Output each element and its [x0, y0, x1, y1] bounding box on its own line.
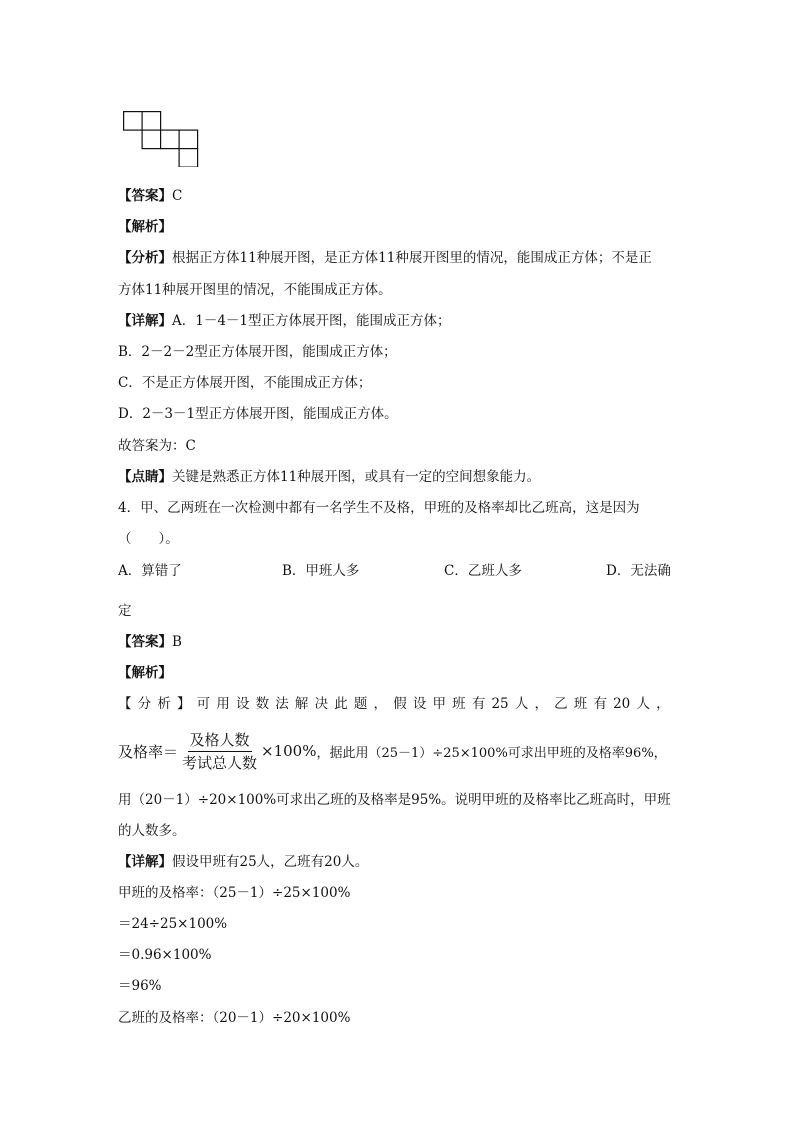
q3-line-c: C．不是正方体展开图，不能围成正方体； — [118, 375, 372, 391]
q4-answer-line — [118, 632, 182, 652]
q4-stem-line1: 4．甲、乙两班在一次检测中都有一名学生不及格，甲班的及格率却比乙班高，这是因为 — [118, 500, 640, 516]
formula-denominator: 考试总人数 — [182, 753, 258, 772]
fenxi-tag: 【分析】 — [118, 250, 172, 266]
xiangjie-tag: 【详解】 — [118, 854, 172, 870]
formula-rhs: ×100% — [261, 742, 317, 760]
dianjing-text: 关键是熟悉正方体11种展开图，或具有一定的空间想象能力。 — [172, 469, 541, 485]
answer-value: B — [172, 634, 182, 650]
q4-option-b: B．甲班人多 — [282, 563, 360, 579]
fenxi-token: 设 — [235, 696, 250, 712]
fenxi-token: 】 — [176, 696, 191, 712]
q3-fenxi-line1 — [118, 248, 652, 268]
q4-stem-line2: （ ）。 — [118, 531, 179, 547]
formula-lhs: 及格率＝ — [118, 742, 179, 761]
net-square-6 — [179, 149, 198, 167]
net-square-1 — [124, 112, 143, 131]
pass-rate-formula — [118, 728, 667, 774]
fenxi-token: 法 — [275, 696, 289, 712]
q3-conclusion: 故答案为：C — [118, 438, 196, 454]
q4-fenxi-line3: 用（20－1）÷20×100%可求出乙班的及格率是95%。说明甲班的及格率比乙班高时，甲班 — [118, 792, 671, 808]
fenxi-token: 班 — [573, 696, 588, 712]
fenxi-token: 人 — [636, 696, 650, 712]
formula-text: ，据此用（25－1）÷25×100%可求出甲班的及格率96%， — [316, 745, 667, 761]
fenxi-token: 析 — [157, 696, 171, 712]
fenxi-token: 分 — [137, 696, 152, 712]
q4-fenxi-line1 — [118, 694, 670, 714]
net-square-2 — [142, 112, 161, 131]
net-square-5 — [179, 130, 198, 149]
q3-dianjing-line — [118, 467, 540, 487]
fenxi-token: 数 — [255, 696, 270, 712]
q3-line-d: D．2－3－1型正方体展开图，能围成正方体。 — [118, 406, 398, 422]
q4-option-a: A．算错了 — [118, 563, 182, 579]
fenxi-token: 25 — [491, 696, 509, 712]
fenxi-token: ， — [373, 696, 388, 712]
q4-option-d-continued: 定 — [118, 603, 132, 619]
fenxi-token: 设 — [412, 696, 427, 712]
xiangjie-text: 假设甲班有25人，乙班有20人。 — [172, 854, 369, 870]
fenxi-token: 题 — [353, 696, 368, 712]
calc-line: ＝24÷25×100% — [118, 916, 228, 932]
q3-xiangjie-line — [118, 311, 451, 331]
calc-line: ＝96% — [118, 978, 162, 994]
fenxi-text: 根据正方体11种展开图，是正方体11种展开图里的情况，能围成正方体；不是正 — [172, 250, 652, 266]
fenxi-token: 可 — [196, 696, 211, 712]
q4-xiangjie-line — [118, 852, 368, 872]
answer-value: C — [172, 188, 183, 204]
fenxi-token: 人 — [514, 696, 529, 712]
fenxi-token: 有 — [593, 696, 607, 712]
calc-line: 乙班的及格率：（20－1）÷20×100% — [118, 1010, 351, 1026]
fenxi-token: 用 — [216, 696, 230, 712]
q4-option-c: C．乙班人多 — [444, 563, 522, 579]
formula-numerator: 及格人数 — [188, 730, 252, 752]
fenxi-token: 此 — [334, 696, 348, 712]
fenxi-token: 20 — [613, 696, 631, 712]
fenxi-token: 决 — [314, 696, 329, 712]
calc-line: ＝0.96×100% — [118, 947, 212, 963]
fenxi-token: 甲 — [432, 696, 446, 712]
dianjing-tag: 【点睛】 — [118, 469, 172, 485]
fenxi-token: 乙 — [554, 696, 568, 712]
net-square-4 — [161, 130, 180, 149]
fenxi-token: 【 — [118, 696, 132, 712]
q4-fenxi-line4: 的人数多。 — [118, 823, 186, 839]
fenxi-token: 有 — [471, 696, 486, 712]
xiangjie-tag: 【详解】 — [118, 313, 172, 329]
q3-analysis-tag: 【解析】 — [118, 219, 172, 235]
answer-tag: 【答案】 — [118, 634, 172, 650]
fenxi-token: 假 — [393, 696, 407, 712]
calc-line: 甲班的及格率：（25－1）÷25×100% — [118, 885, 351, 901]
q3-fenxi-line2: 方体11种展开图里的情况，不能围成正方体。 — [118, 282, 392, 298]
q3-answer-line — [118, 186, 182, 206]
cube-net-figure — [123, 111, 201, 167]
fenxi-token: ， — [534, 696, 548, 712]
fenxi-token: ， — [656, 696, 670, 712]
xiangjie-text: A．1－4－1型正方体展开图，能围成正方体； — [172, 313, 451, 329]
q4-option-d: D．无法确 — [606, 563, 671, 579]
formula-fraction — [180, 730, 259, 773]
net-square-3 — [142, 130, 161, 149]
answer-tag: 【答案】 — [118, 188, 172, 204]
q3-line-b: B．2－2－2型正方体展开图，能围成正方体； — [118, 344, 397, 360]
q4-analysis-tag: 【解析】 — [118, 665, 172, 681]
fenxi-token: 解 — [294, 696, 309, 712]
fenxi-token: 班 — [452, 696, 466, 712]
